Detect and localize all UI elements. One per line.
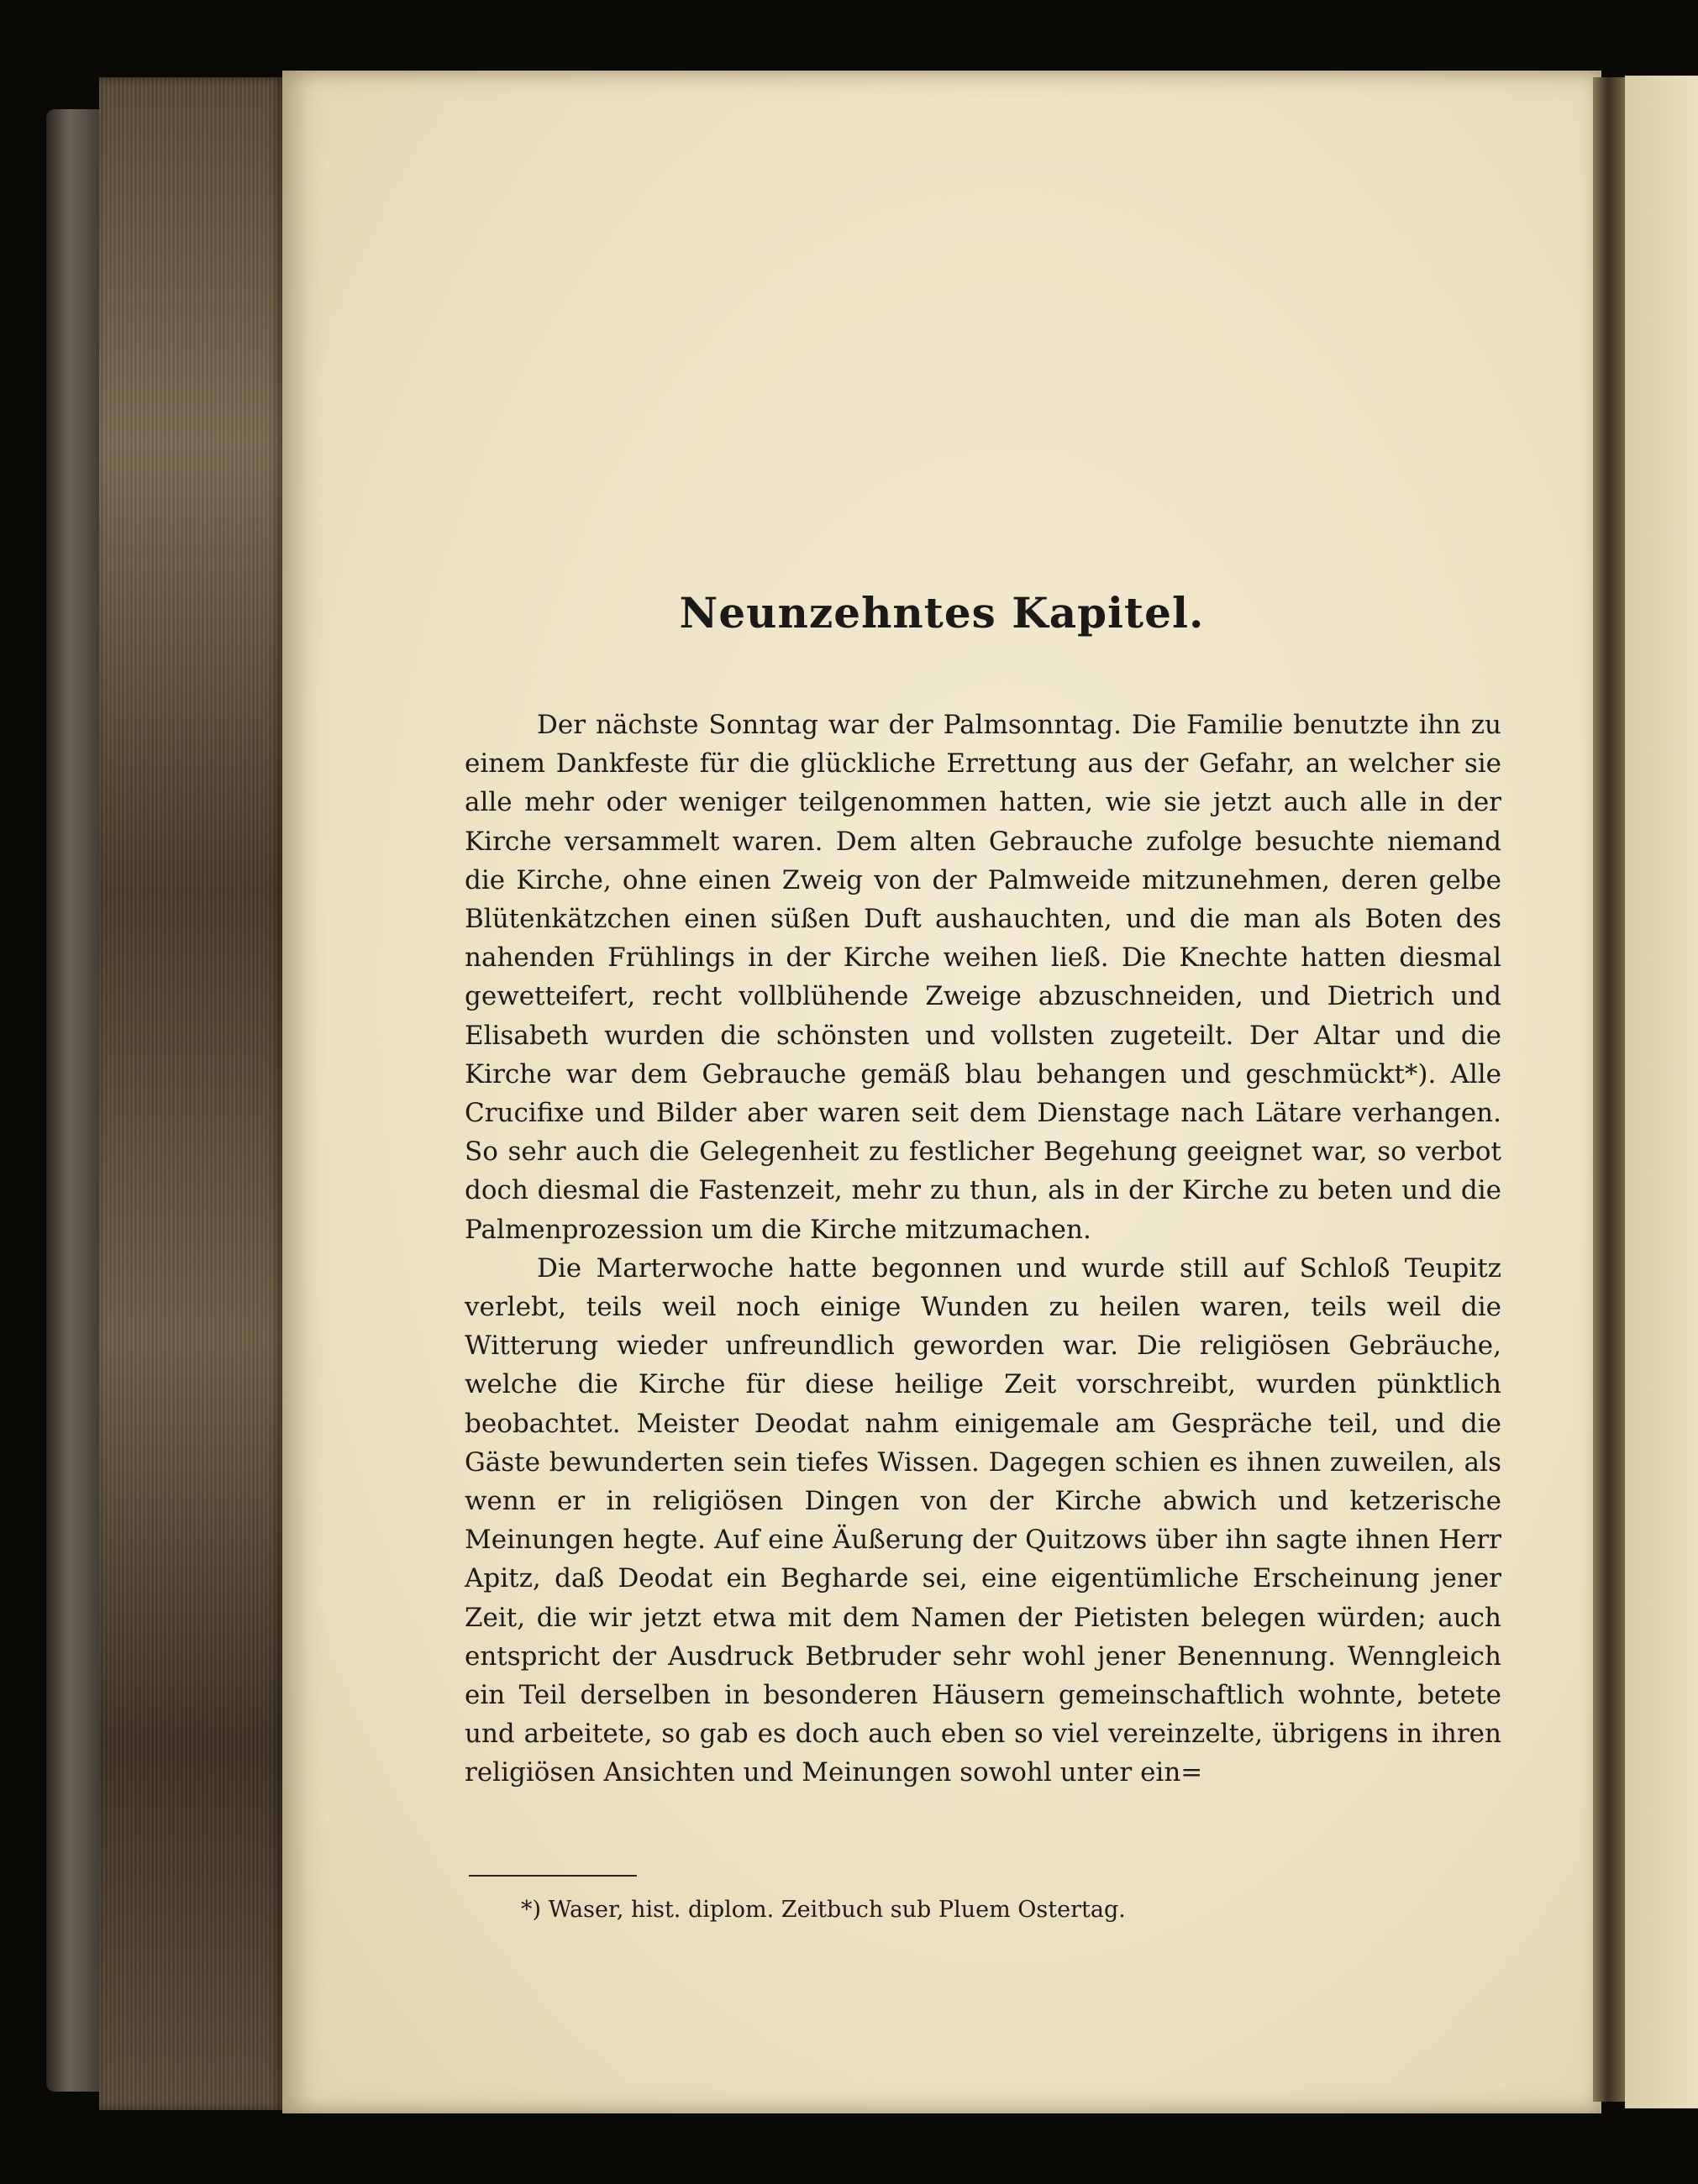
- paragraph-1: Der nächste Sonntag war der Palmsonntag. Die Familie benutzte ihn zu einem Dankfeste für die glückliche Errettung aus der Gefahr, an welcher sie alle mehr oder weniger teilgenommen hatten, wie sie jetzt auch alle in der Kirche versammelt waren. Dem alten Gebrauche zufolge besuchte niemand die Kirche, ohne einen Zweig von der Palmweide mitzunehmen, deren gelbe Blütenkätzchen einen süßen Duft aushauchten, und die man als Boten des nahenden Frühlings in der Kirche weihen ließ. Die Knechte hatten diesmal gewetteifert, recht vollblühende Zweige abzuschneiden, und Dietrich und Elisabeth wurden die schönsten und vollsten zugeteilt. Der Altar und die Kirche war dem Gebrauche gemäß blau behangen und geschmückt*). Alle Crucifixe und Bilder aber waren seit dem Dienstage nach Lätare verhangen. So sehr auch die Gelegenheit zu festlicher Begehung geeignet war, so verbot doch diesmal die Fastenzeit, mehr zu thun, als in der Kirche zu beten und die Palmenprozession um die Kirche mitzumachen.: [465, 710, 1501, 1245]
- body-text: [465, 706, 1501, 1793]
- paragraph-2: Die Marterwoche hatte begonnen und wurde still auf Schloß Teupitz verlebt, teils weil noch einige Wunden zu heilen waren, teils weil die Witterung wieder unfreundlich geworden war. Die religiösen Gebräuche, welche die Kirche für diese heilige Zeit vorschreibt, wurden pünktlich beobachtet. Meister Deodat nahm einigemale am Gespräche teil, und die Gäste bewunderten sein tiefes Wissen. Dagegen schien es ihnen zuweilen, als wenn er in religiösen Dingen von der Kirche abwich und ketzerische Meinungen hegte. Auf eine Äußerung der Quitzows über ihn sagte ihnen Herr Apitz, daß Deodat ein Begharde sei, eine eigentümliche Erscheinung jener Zeit, die wir jetzt etwa mit dem Namen der Pietisten belegen würden; auch entspricht der Ausdruck Betbruder sehr wohl jener Benennung. Wenngleich ein Teil derselben in besonderen Häusern gemeinschaftlich wohnte, betete und arbeitete, so gab es doch auch eben so viel vereinzelte, übrigens in ihren religiösen Ansichten und Meinungen sowohl unter ein=: [465, 1252, 1501, 1788]
- footnote: *) Waser, hist. diplom. Zeitbuch sub Pluem Ostertag.: [521, 1897, 1126, 1923]
- next-page-edge: [1625, 76, 1698, 2108]
- page-edges: [99, 77, 284, 2110]
- footnote-divider: [469, 1875, 637, 1877]
- book-gutter: [1593, 77, 1627, 2102]
- chapter-title: Neunzehntes Kapitel.: [679, 588, 1205, 638]
